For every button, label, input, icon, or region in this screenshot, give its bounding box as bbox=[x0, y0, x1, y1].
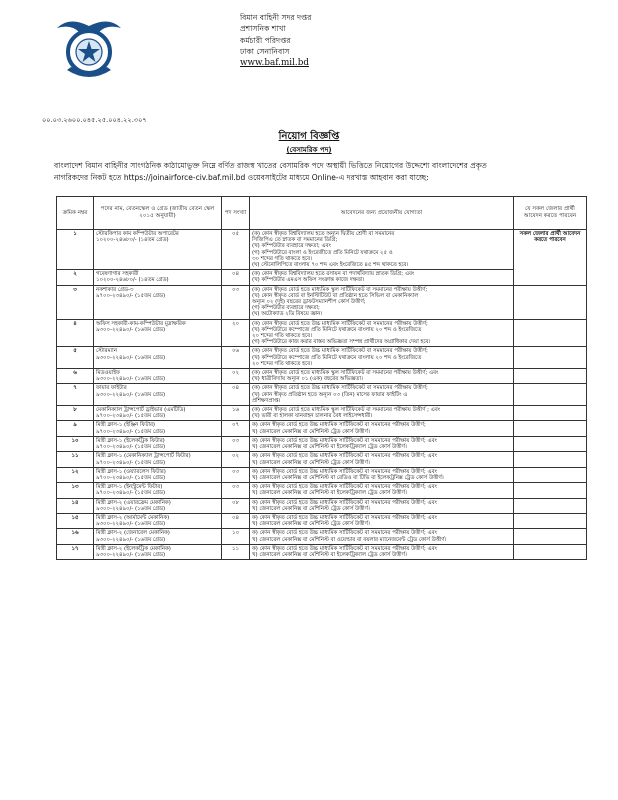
qualification-cell bbox=[250, 369, 514, 384]
header-line: কর্মচারী পরিদপ্তর bbox=[240, 35, 291, 45]
table-row bbox=[57, 544, 587, 559]
post-name: মিস্ত্রী ক্লাস-২ (ইলেকট্রিক মেকানিক) bbox=[96, 545, 171, 552]
post-cell bbox=[94, 513, 222, 528]
serial-cell: ১ bbox=[57, 230, 94, 270]
col-header-serial: ক্রমিক নম্বর bbox=[57, 197, 94, 230]
qualification-line: (খ) ধাত্রীবিদ্যায় অন্যূন ০১ (এক) বছরের অভিজ্ঞতা। bbox=[252, 376, 363, 383]
pay-scale: ১০২০০-২৪৬৮০/- (১৪তম গ্রেড) bbox=[96, 277, 169, 284]
qualification-line: খ) জেনারেল মেকানিক্স বা মেশিনিস্ট বা ইলেকট্রিক্যাল ট্রেড কোর্স উত্তীর্ণ। bbox=[252, 490, 407, 497]
table-row bbox=[57, 270, 587, 285]
post-cell bbox=[94, 483, 222, 498]
qualification-cell bbox=[250, 230, 514, 270]
qualification-cell bbox=[250, 421, 514, 436]
pay-scale: ৯৩০০-২২৪৯০/- (১৬তম গ্রেড) bbox=[96, 354, 166, 361]
table-row bbox=[57, 436, 587, 451]
qualification-line: (গ) কম্পিউটারে কাজ করার বাস্তব অভিজ্ঞতা সম্পন্ন প্রার্থীদের অগ্রাধিকার দেয়া হবে। bbox=[252, 339, 431, 346]
table-row bbox=[57, 285, 587, 319]
serial-cell: ১৪ bbox=[57, 498, 94, 513]
post-name: মিস্ত্রী ক্লাস-১ (ইলেকট্রিক ফিটার) bbox=[96, 437, 165, 444]
serial-cell: ৯ bbox=[57, 421, 94, 436]
table-row bbox=[57, 483, 587, 498]
district-cell bbox=[514, 452, 587, 467]
qualification-cell bbox=[250, 406, 514, 421]
post-count-cell: ১০ bbox=[222, 529, 250, 544]
qualification-line: (ঘ) অটোক্যাড ২ডি বিষয়ে জ্ঞান। bbox=[252, 311, 323, 318]
vacancy-table bbox=[56, 196, 587, 560]
qualification-line: (ক) কোন স্বীকৃত বিশ্ববিদ্যালয় হতে রসায়ন বা পদার্থবিদ্যায় স্নাতক ডিগ্রি; এবং bbox=[252, 271, 415, 278]
post-count-cell: ০৩ bbox=[222, 436, 250, 451]
col-header-count: পদ সংখ্যা bbox=[222, 197, 250, 230]
post-name: মিস্ত্রী ক্লাস-১ (ইনস্ট্রুমেন্ট ফিটার) bbox=[96, 484, 163, 491]
table-row bbox=[57, 406, 587, 421]
district-cell bbox=[514, 369, 587, 384]
qualification-line: ক) কোন স্বীকৃত বোর্ড হতে উচ্চ মাধ্যমিক সার্টিফিকেট বা সমমানের পরীক্ষায় উত্তীর্ণ; এবং bbox=[252, 484, 437, 491]
serial-cell: ১২ bbox=[57, 467, 94, 482]
district-cell bbox=[514, 513, 587, 528]
district-cell bbox=[514, 285, 587, 319]
pay-scale: ৯৭০০-২৩৪৯০/- (১৫তম গ্রেড) bbox=[96, 413, 166, 420]
eligible-districts-cell: সকল জেলার প্রার্থী আবেদন করতে পারবেন bbox=[514, 230, 587, 286]
pay-scale: ৯৭০০-২৩৪৯০/- (১৫তম গ্রেড) bbox=[96, 490, 166, 497]
district-cell bbox=[514, 467, 587, 482]
post-cell bbox=[94, 467, 222, 482]
serial-cell: ১৭ bbox=[57, 544, 94, 559]
qualification-line: ক) কোন স্বীকৃত বোর্ড হতে উচ্চ মাধ্যমিক সার্টিফিকেট বা সমমানের পরীক্ষায় উত্তীর্ণ; bbox=[252, 422, 426, 429]
post-name: মিস্ত্রী ক্লাস-১ (ওয়্যারলেস ফিটার) bbox=[96, 468, 166, 475]
post-count-cell: ০৪ bbox=[222, 270, 250, 285]
qualification-line: (ক) কোন স্বীকৃত বোর্ড হতে উচ্চ মাধ্যমিক সার্টিফিকেট বা সমমানের পরীক্ষায় উত্তীর্ণ; bbox=[252, 385, 428, 392]
qualification-line: (ক) কোন স্বীকৃত বোর্ড হতে উচ্চ মাধ্যমিক সার্টিফিকেট বা সমমানের পরীক্ষায় উত্তীর্ণ; bbox=[252, 320, 428, 327]
qualification-line: (খ) কোন স্বীকৃত প্রতিষ্ঠান হতে অন্যূন ০৩ (তিন) মাসের ফায়ার ফাইটিং এ bbox=[252, 391, 408, 398]
table-row bbox=[57, 529, 587, 544]
qualification-cell bbox=[250, 384, 514, 406]
serial-cell: ১৩ bbox=[57, 483, 94, 498]
qualification-line: (খ) কোন স্বীকৃত বোর্ড বা ইনস্টিটিউট বা প্রতিষ্ঠান হতে সিভিল বা মেকানিক্যাল bbox=[252, 292, 419, 299]
table-row bbox=[57, 421, 587, 436]
qualification-line: খ) জেনারেল মেকানিক্স বা মেশিনিস্ট বা ওয়েল্ডার বা বয়লার ম্যানেজমেন্ট ট্রেড কোর্স উত্তীর্ণ। bbox=[252, 536, 447, 543]
qualification-line: (খ) কম্পিউটারে কম্পোজে প্রতি মিনিটে যথাক্রমে বাংলায় ২০ শব্দ ও ইংরেজিতে bbox=[252, 354, 422, 361]
serial-cell: ১৫ bbox=[57, 513, 94, 528]
table-row bbox=[57, 230, 587, 270]
qualification-cell bbox=[250, 270, 514, 285]
post-count-cell: ২০ bbox=[222, 319, 250, 347]
pay-scale: ৯৭০০-২৩৪৯০/- (১৫তম গ্রেড) bbox=[96, 444, 166, 451]
pay-scale: ৯৩০০-২২৪৯০/- (১৬তম গ্রেড) bbox=[96, 521, 166, 528]
post-cell bbox=[94, 406, 222, 421]
post-count-cell: ১৬ bbox=[222, 406, 250, 421]
post-name: মিস্ত্রী ক্লাস-২ (জেনারেল মেকানিক) bbox=[96, 530, 170, 537]
post-count-cell: ০৮ bbox=[222, 498, 250, 513]
qualification-cell bbox=[250, 483, 514, 498]
col-header-qualification: আবেদনের জন্য প্রয়োজনীয় যোগ্যতা bbox=[250, 197, 514, 230]
intro-line: নাগরিকদের নিকট হতে https://joinairforce-civ.baf.mil.bd ওয়েবসাইটের মাধ্যমে Online-এ দরখাস্ত আহবান করা যাচ্ছে: bbox=[54, 173, 429, 182]
post-name: মিডওয়াইফ bbox=[96, 370, 120, 377]
qualification-line: (খ) কম্পিউটার ব্যবহারে দক্ষতা; এবং bbox=[252, 243, 331, 250]
qualification-cell bbox=[250, 347, 514, 369]
qualification-line: খ) জেনারেল মেকানিক্স বা মেশিনিস্ট বা ইলেকট্রিক্যাল ট্রেড কোর্স উত্তীর্ণ। bbox=[252, 551, 407, 558]
header-line: ঢাকা সেনানিবাস bbox=[240, 46, 290, 56]
pay-scale: ১০২০০-২৪৬৮০/- (১৪তম গ্রেড) bbox=[96, 237, 169, 244]
qualification-cell bbox=[250, 467, 514, 482]
qualification-line: (ক) কোন স্বীকৃত বোর্ড হতে মাধ্যমিক স্কুল সার্টিফিকেট বা সমমানের পরীক্ষায় উত্তীর্ণ ; এবং bbox=[252, 407, 441, 414]
qualification-cell bbox=[250, 544, 514, 559]
pay-scale: ৯৩০০-২২৪৯০/- (১৬তম গ্রেড) bbox=[96, 376, 166, 383]
post-cell bbox=[94, 529, 222, 544]
qualification-line: ক) কোন স্বীকৃত বোর্ড হতে উচ্চ মাধ্যমিক সার্টিফিকেট বা সমমানের পরীক্ষায় উত্তীর্ণ; এবং bbox=[252, 545, 437, 552]
qualification-cell bbox=[250, 285, 514, 319]
district-cell bbox=[514, 421, 587, 436]
qualification-line: ২০ শব্দের গতি থাকতে হবে। bbox=[252, 333, 313, 340]
serial-cell: ৫ bbox=[57, 347, 94, 369]
table-row bbox=[57, 384, 587, 406]
post-name: মেকানিক্যাল ট্রান্সপোর্ট ড্রাইভার (এমটিডি) bbox=[96, 407, 186, 414]
qualification-line: ক) কোন স্বীকৃত বোর্ড হতে উচ্চ মাধ্যমিক সার্টিফিকেট বা সমমানের পরীক্ষায় উত্তীর্ণ; এবং bbox=[252, 468, 437, 475]
intro-line: বাংলাদেশ বিমান বাহিনীর সাংগঠনিক কাঠামোভুক্ত নিম্নে বর্ণিত রাজস্ব খাতের বেসামরিক পদে অস্থায়ী ভিত্তিতে নিয়োগের উদ্দেশ্যে বাংলাদেশের প্রকৃত bbox=[54, 161, 487, 170]
pay-scale: ৯৩০০-২২৪৯০/- (১৬তম গ্রেড) bbox=[96, 326, 166, 333]
serial-cell: ১১ bbox=[57, 452, 94, 467]
post-name: স্টোরম্যান bbox=[96, 348, 117, 355]
post-count-cell: ০৪ bbox=[222, 384, 250, 406]
pay-scale: ৯৭০০-২৩৪৯০/- (১৫তম গ্রেড) bbox=[96, 459, 166, 466]
post-cell bbox=[94, 498, 222, 513]
serial-cell: ১০ bbox=[57, 436, 94, 451]
post-count-cell: ০২ bbox=[222, 369, 250, 384]
post-name: মিস্ত্রী ক্লাস-১ (মেকানিক্যাল ট্রান্সপোর্ট ফিটার) bbox=[96, 453, 191, 460]
table-row bbox=[57, 347, 587, 369]
qualification-line: ক) কোন স্বীকৃত বোর্ড হতে উচ্চ মাধ্যমিক সার্টিফিকেট বা সমমানের পরীক্ষায় উত্তীর্ণ; এবং bbox=[252, 499, 437, 506]
district-cell bbox=[514, 544, 587, 559]
post-cell bbox=[94, 421, 222, 436]
qualification-line: খ) জেনারেল মেকানিক্স বা মেশিনিস্ট ট্রেড কোর্স উত্তীর্ণ। bbox=[252, 428, 370, 435]
office-header bbox=[240, 12, 480, 69]
post-cell bbox=[94, 452, 222, 467]
post-name: মিস্ত্রী ক্লাস-১ (ইঞ্জিন ফিটার) bbox=[96, 422, 156, 429]
qualification-cell bbox=[250, 452, 514, 467]
post-cell bbox=[94, 230, 222, 270]
table-row bbox=[57, 452, 587, 467]
post-count-cell: ০৭ bbox=[222, 421, 250, 436]
post-count-cell: ০৪ bbox=[222, 513, 250, 528]
serial-cell: ১৬ bbox=[57, 529, 94, 544]
qualification-line: অন্যূন ০২ (দুই) বছরের ড্রাফটসম্যানশীপ কোর্স উত্তীর্ণ; bbox=[252, 299, 366, 306]
col-header-post: পদের নাম, বেতনস্কেল ও গ্রেড (জাতীয় বেতন স্কেল ২০১৫ অনুযায়ী) bbox=[94, 197, 222, 230]
qualification-line: খ) জেনারেল মেকানিক্স বা মেশিনিস্ট ট্রেড কোর্স উত্তীর্ণ। bbox=[252, 521, 370, 528]
qualification-line: (ঘ) স্টেনোলিপিতে বাংলায় ৭০ শব্দ এবং ইংরেজিতে ৪৫ শব্দ থাকতে হবে। bbox=[252, 262, 409, 269]
post-count-cell: ১১ bbox=[222, 544, 250, 559]
qualification-line: (ক) কোন স্বীকৃত বোর্ড হতে উচ্চ মাধ্যমিক সার্টিফিকেট বা সমমানের পরীক্ষায় উত্তীর্ণ; bbox=[252, 348, 428, 355]
notice-subtitle: (বেসামরিক পদ) bbox=[286, 146, 332, 154]
pay-scale: ৯৩০০-২২৪৯০/- (১৬তম গ্রেড) bbox=[96, 505, 166, 512]
air-force-emblem-icon bbox=[55, 12, 123, 82]
qualification-line: খ) জেনারেল মেকানিক্স বা মেশিনিস্ট বা রেডিও বা টিভি বা ইলেকট্রনিক্স ট্রেড কোর্স উত্তীর্ণ। bbox=[252, 474, 444, 481]
district-cell bbox=[514, 347, 587, 369]
qualification-cell bbox=[250, 513, 514, 528]
qualification-line: (ক) কোন স্বীকৃত বিশ্ববিদ্যালয় হতে অন্যূন দ্বিতীয় শ্রেণী বা সমমানের bbox=[252, 231, 395, 237]
header-line: বিমান বাহিনী সদর দপ্তর bbox=[240, 13, 312, 22]
qualification-line: ক) কোন স্বীকৃত বোর্ড হতে উচ্চ মাধ্যমিক সার্টিফিকেট বা সমমানের পরীক্ষায় উত্তীর্ণ; এবং bbox=[252, 530, 437, 537]
qualification-line: প্রশিক্ষণপ্রাপ্ত। bbox=[252, 397, 281, 404]
post-count-cell: ০৬ bbox=[222, 347, 250, 369]
post-name: ফায়ার ফাইটার bbox=[96, 385, 127, 392]
post-name: মিস্ত্রী ক্লাস-২ (এয়ারফ্রেম মেকানিক) bbox=[96, 499, 171, 506]
post-cell bbox=[94, 285, 222, 319]
qualification-line: খ) জেনারেল মেকানিক্স বা মেশিনিস্ট ট্রেড কোর্স উত্তীর্ণ। bbox=[252, 505, 370, 512]
qualification-line: (খ) কম্পিউটারে কম্পোজে প্রতি মিনিটে যথাক্রমে বাংলায় ২০ শব্দ ও ইংরেজিতে bbox=[252, 326, 422, 333]
pay-scale: ৯৭০০-২৩৪৯০/- (১৫তম গ্রেড) bbox=[96, 428, 166, 435]
qualification-line: (ক) কোন স্বীকৃত বোর্ড হতে মাধ্যমিক স্কুল সার্টিফিকেট বা সমমানের পরীক্ষায় উত্তীর্ণ; bbox=[252, 286, 428, 293]
post-count-cell: ০৫ bbox=[222, 230, 250, 270]
district-cell bbox=[514, 529, 587, 544]
qualification-line: ৩০ শব্দের গতি থাকতে হবে। bbox=[252, 255, 313, 262]
qualification-line: (খ) ভারী বা হালকা যানবাহন চালনার বৈধ লাইসেন্সধারী। bbox=[252, 413, 373, 420]
post-name: নকশাকার গ্রেড-৩ bbox=[96, 286, 134, 293]
serial-cell: ৭ bbox=[57, 384, 94, 406]
table-row bbox=[57, 319, 587, 347]
qualification-cell bbox=[250, 498, 514, 513]
post-cell bbox=[94, 319, 222, 347]
qualification-line: (ক) কোন স্বীকৃত বোর্ড হতে মাধ্যমিক স্কুল সার্টিফিকেট বা সমমানের পরীক্ষায় উত্তীর্ণ; এবং bbox=[252, 370, 439, 377]
table-row bbox=[57, 513, 587, 528]
post-cell bbox=[94, 436, 222, 451]
pay-scale: ৯৭০০-২৩৪৯০/- (১৫তম গ্রেড) bbox=[96, 292, 166, 299]
qualification-line: (গ) কম্পিউটারে বাংলা ও ইংরেজীতে প্রতি মিনিটে যথাক্রমে ২৫ ও bbox=[252, 249, 393, 256]
qualification-cell bbox=[250, 319, 514, 347]
qualification-line: খ) জেনারেল মেকানিক্স বা মেশিনিস্ট বা ইলেকট্রিক্যাল ট্রেড কোর্স উত্তীর্ণ। bbox=[252, 444, 407, 451]
col-header-district: যে সকল জেলার প্রার্থী আবেদন করতে পারবেন bbox=[514, 197, 587, 230]
post-count-cell: ০৩ bbox=[222, 483, 250, 498]
qualification-line: খ) জেনারেল মেকানিক্স বা মেশিনিস্ট ট্রেড কোর্স উত্তীর্ণ। bbox=[252, 459, 370, 466]
district-cell bbox=[514, 384, 587, 406]
serial-cell: ৩ bbox=[57, 285, 94, 319]
table-row bbox=[57, 467, 587, 482]
qualification-line: ২০ শব্দের গতি থাকতে হবে। bbox=[252, 360, 313, 367]
qualification-line: (গ) কম্পিউটার ব্যবহারে দক্ষতা; bbox=[252, 305, 320, 312]
qualification-line: ক) কোন স্বীকৃত বোর্ড হতে উচ্চ মাধ্যমিক সার্টিফিকেট বা সমমানের পরীক্ষায় উত্তীর্ণ; এবং bbox=[252, 437, 437, 444]
district-cell bbox=[514, 436, 587, 451]
table-row bbox=[57, 369, 587, 384]
website-link[interactable]: www.baf.mil.bd bbox=[240, 58, 309, 69]
post-cell bbox=[94, 544, 222, 559]
post-cell bbox=[94, 347, 222, 369]
post-name: স্টোরকিপার কাম কম্পিউটার অপারেটর bbox=[96, 231, 179, 237]
post-cell bbox=[94, 384, 222, 406]
post-count-cell: ০২ bbox=[222, 452, 250, 467]
post-name: গবেষণাগার সহকারী bbox=[96, 271, 139, 278]
memo-number: ০০.০৩.২৬০০.০৪৫.২৫.০০৪.২২.৩০৭ bbox=[42, 116, 147, 124]
post-name: অফিস সহকারী-কাম-কম্পিউটার মুদ্রাক্ষরিক bbox=[96, 320, 186, 327]
qualification-cell bbox=[250, 529, 514, 544]
post-cell bbox=[94, 369, 222, 384]
qualification-cell bbox=[250, 436, 514, 451]
district-cell bbox=[514, 483, 587, 498]
pay-scale: ৯৩০০-২২৪৯০/- (১৬তম গ্রেড) bbox=[96, 536, 166, 543]
serial-cell: ২ bbox=[57, 270, 94, 285]
pay-scale: ৯৭০০-২৩৪৯০/- (১৫তম গ্রেড) bbox=[96, 474, 166, 481]
serial-cell: ৮ bbox=[57, 406, 94, 421]
qualification-line: ক) কোন স্বীকৃত বোর্ড হতে উচ্চ মাধ্যমিক সার্টিফিকেট বা সমমানের পরীক্ষায় উত্তীর্ণ; এবং bbox=[252, 453, 437, 460]
header-line: প্রশাসনিক শাখা bbox=[240, 24, 286, 34]
district-cell bbox=[514, 406, 587, 421]
qualification-line: ক) কোন স্বীকৃত বোর্ড হতে উচ্চ মাধ্যমিক সার্টিফিকেট বা সমমানের পরীক্ষায় উত্তীর্ণ; এবং bbox=[252, 514, 437, 521]
qualification-line: (খ) কম্পিউটার এমএস অফিস সংক্রান্ত কাজে দক্ষতা। bbox=[252, 277, 365, 284]
intro-paragraph bbox=[54, 160, 584, 184]
post-cell bbox=[94, 270, 222, 285]
pay-scale: ৯৩০০-২২৪৯০/- (১৬তম গ্রেড) bbox=[96, 391, 166, 398]
district-cell bbox=[514, 498, 587, 513]
notice-title: নিয়োগ বিজ্ঞপ্তি bbox=[278, 131, 340, 142]
table-row bbox=[57, 498, 587, 513]
post-count-cell: ০৩ bbox=[222, 285, 250, 319]
serial-cell: ৪ bbox=[57, 319, 94, 347]
district-cell bbox=[514, 319, 587, 347]
table-header-row bbox=[57, 197, 587, 230]
post-name: মিস্ত্রী ক্লাস-২ (আর্মামেন্ট মেকানিক) bbox=[96, 514, 170, 521]
qualification-line: সিজিপিএ তে স্নাতক বা সমমানের ডিগ্রি; bbox=[252, 237, 338, 244]
post-count-cell: ০৩ bbox=[222, 467, 250, 482]
serial-cell: ৬ bbox=[57, 369, 94, 384]
pay-scale: ৯৩০০-২২৪৯০/- (১৬তম গ্রেড) bbox=[96, 551, 166, 558]
